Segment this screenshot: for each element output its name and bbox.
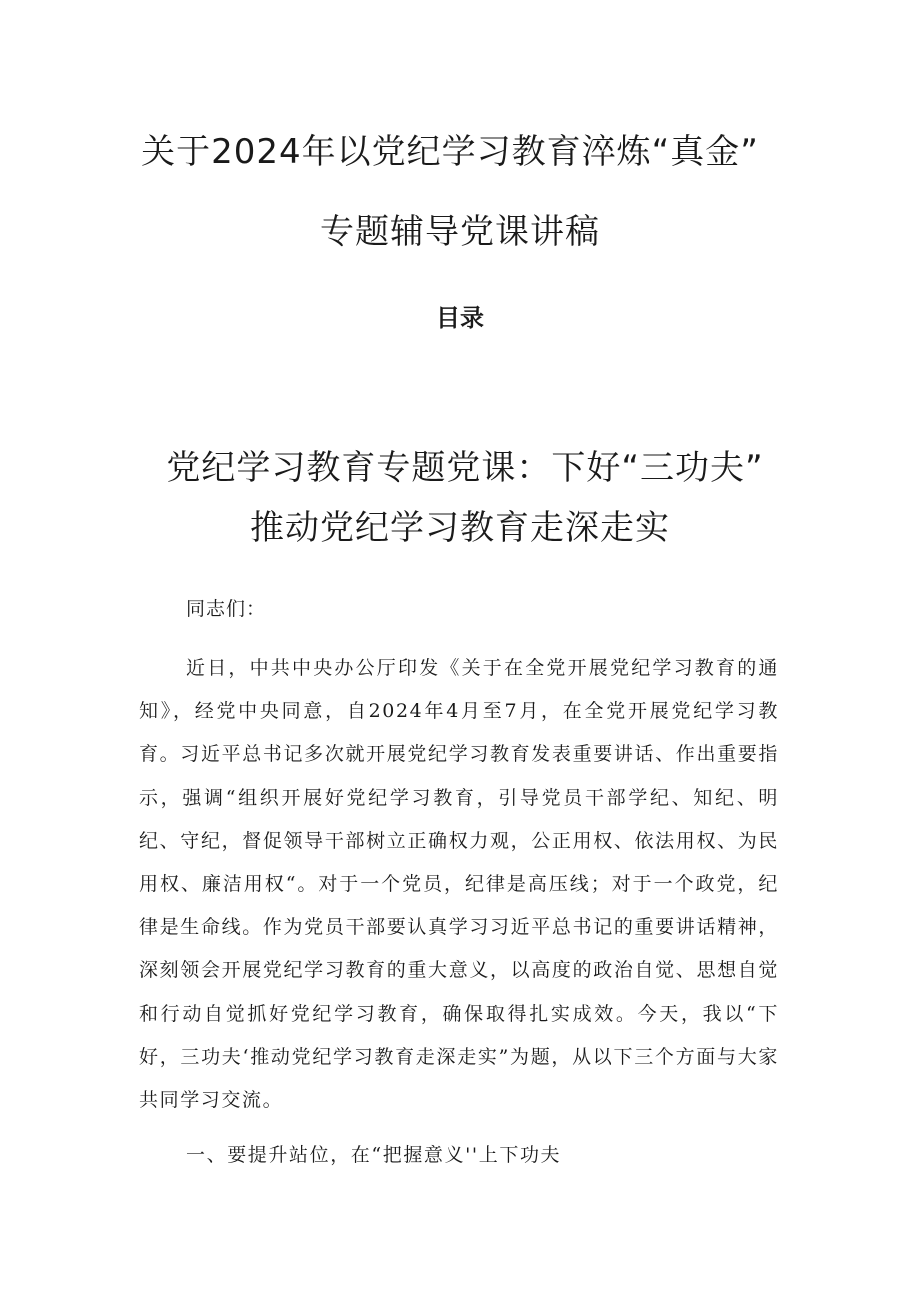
document-title-line2: 专题辅导党课讲稿 (320, 212, 600, 252)
greeting: 同志们： (186, 598, 267, 620)
lecture-title-line1: 党纪学习教育专题党课：下好“三功夫” (166, 448, 764, 488)
document-title-line1: 关于2024年以党纪学习教育淬炼“真金” (141, 132, 759, 172)
section-heading: 一、要提升站位，在“把握意义''上下功夫 (186, 1144, 562, 1166)
body-paragraph: 近日，中共中央办公厅印发《关于在全党开展党纪学习教育的通知》，经党中央同意，自2024年4月至7月，在全党开展党纪学习教育。习近平总书记多次就开展党纪学习教育发表重要讲话、作出重要指示，强调“组织开展好党纪学习教育，引导党员干部学纪、知纪、明纪、守纪，督促领导干部树立正确权力观，公正用权、依法用权、为民用权、廉洁用权“。对于一个党员，纪律是高压线；对于一个政党，纪律是生命线。作为党员干部要认真学习习近平总书记的重要讲话精神，深刻领会开展党纪学习教育的重大意义，以高度的政治自觉、思想自觉和行动自觉抓好党纪学习教育，确保取得扎实成效。今天，我以“下好，三功夫‘推动党纪学习教育走深走实”为题，从以下三个方面与大家共同学习交流。 (139, 657, 779, 1112)
toc-heading: 目录 (436, 304, 484, 332)
lecture-title-line2: 推动党纪学习教育走深走实 (250, 508, 670, 548)
